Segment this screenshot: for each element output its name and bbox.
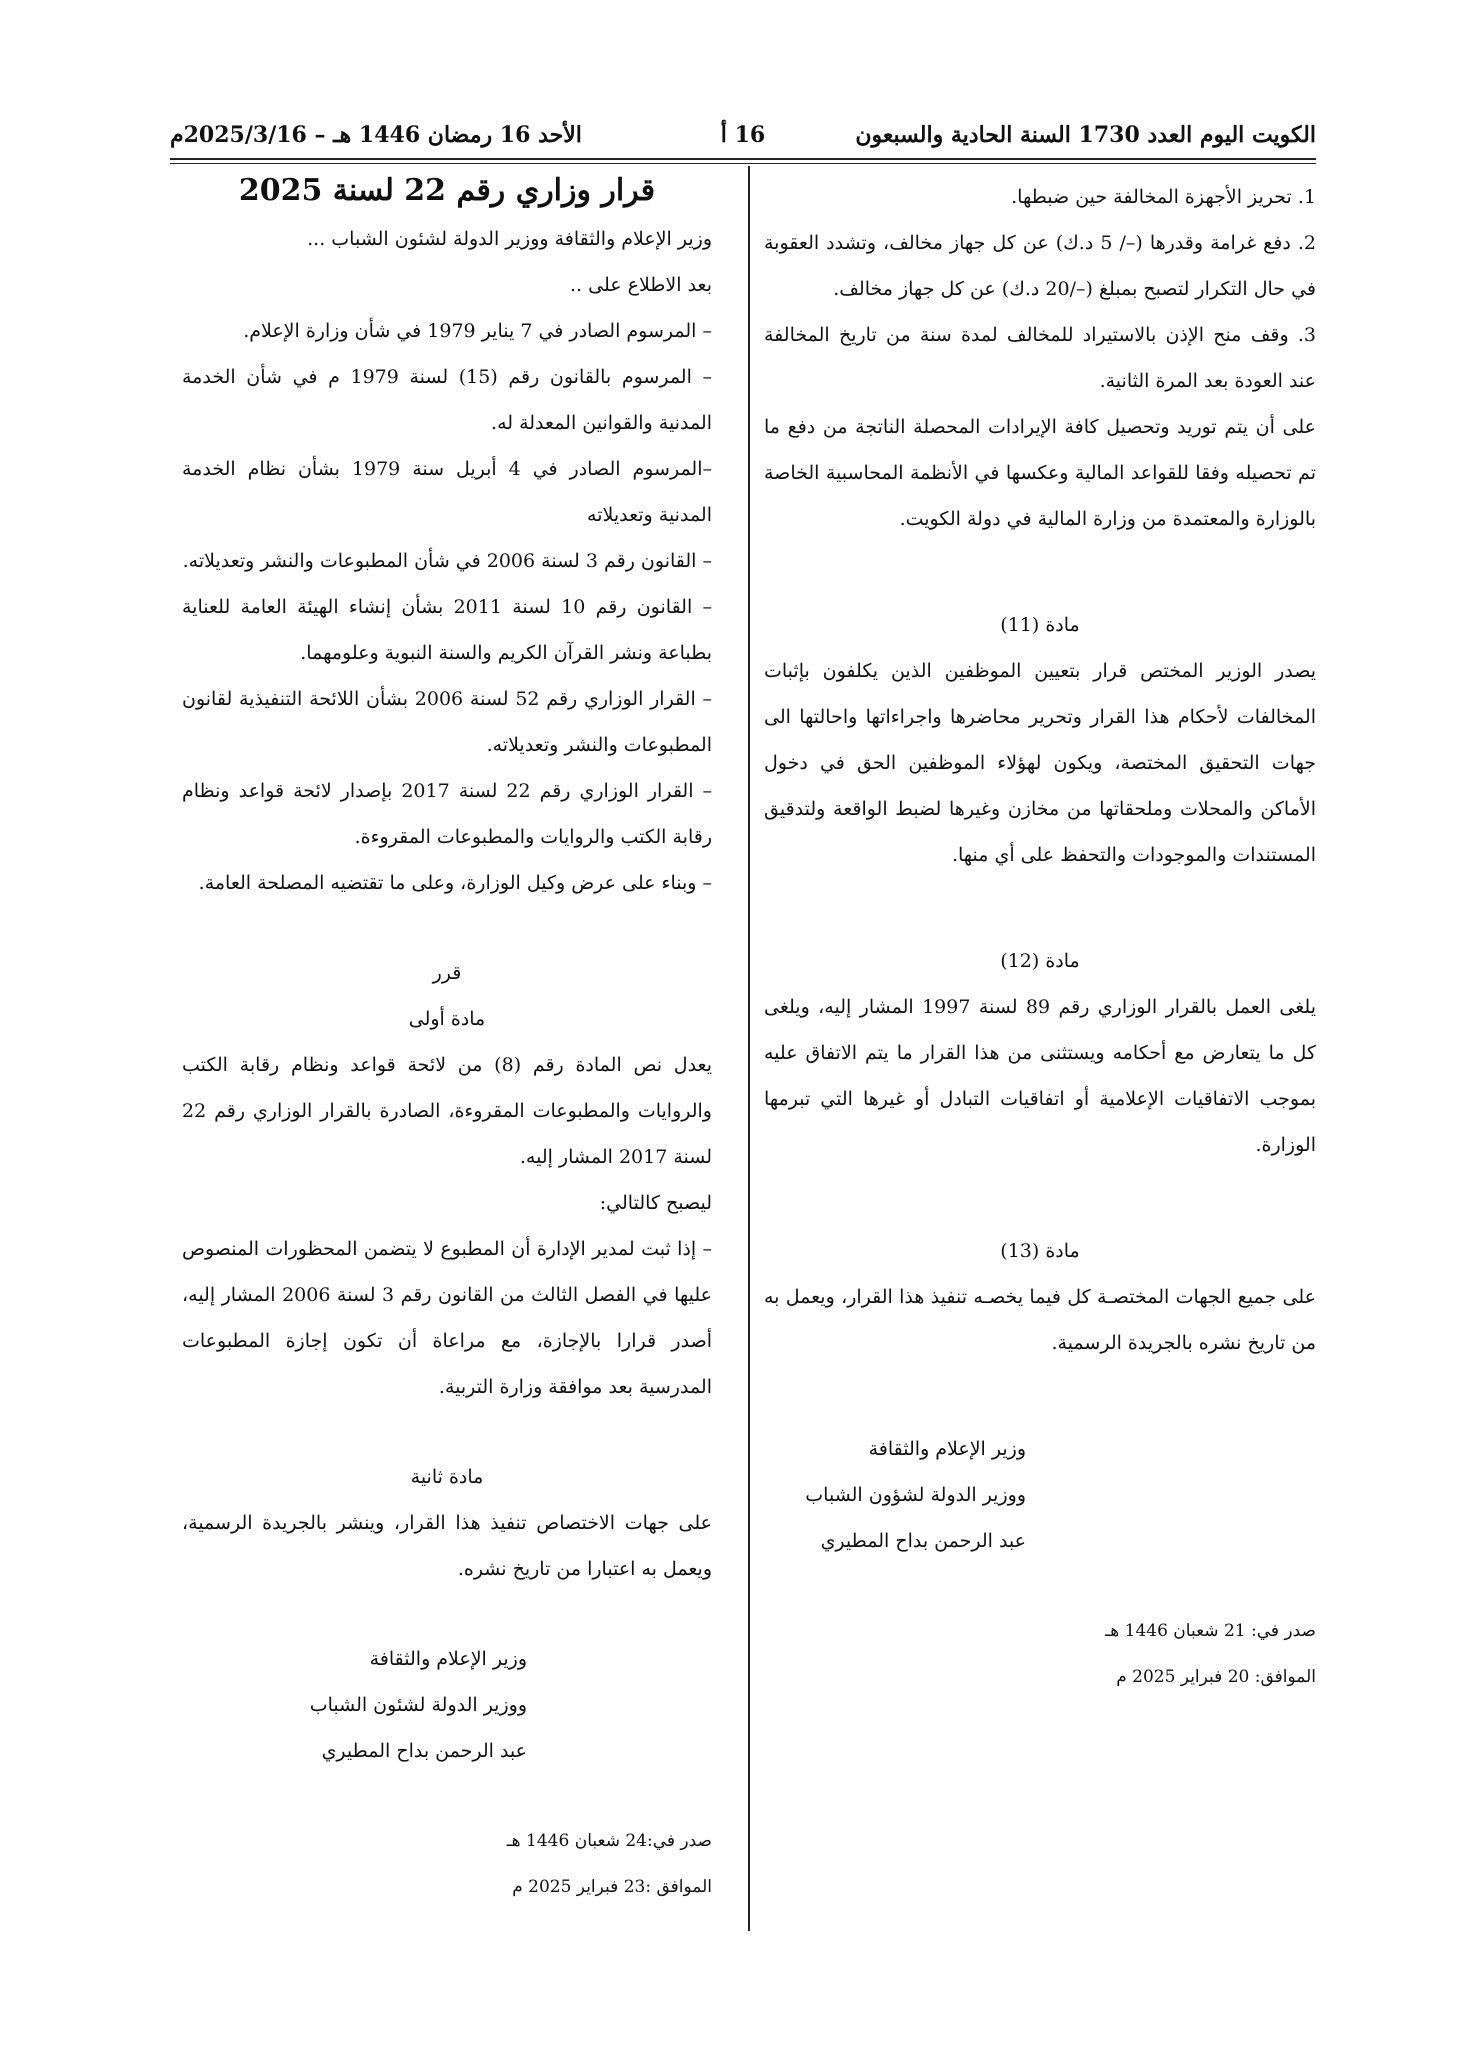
header-issue-info: الكويت اليوم العدد 1730 السنة الحادية والسبعون	[855, 122, 1316, 148]
header-page-number: 16 أ	[720, 122, 766, 148]
revenue-paragraph: على أن يتم توريد وتحصيل كافة الإيرادات المحصلة الناتجة من دفع ما تم تحصيله وفقا للقواعد المالية وعكسها في الأنظمة المحاسبية الخاصة بالوزارة والمعتمدة من وزارة المالية في دولة الكويت.	[764, 416, 1316, 530]
corresponding-date: الموافق :23 فبراير 2025 م	[512, 1877, 712, 1897]
decision-title: قرار وزاري رقم 22 لسنة 2025	[238, 173, 656, 208]
page-header	[170, 118, 1316, 158]
article-12-text: يلغى العمل بالقرار الوزاري رقم 89 لسنة 1997 المشار إليه، ويلغى كل ما يتعارض مع أحكامه ويستثنى من هذا القرار ما يتم الاتفاق عليه بموجب الاتفاقيات الإعلامية أو اتفاقيات التبادل أو غيرها التي تبرمها الوزارة.	[764, 996, 1316, 1156]
decided-heading: قرر	[432, 962, 462, 984]
signature-title-1: وزير الإعلام والثقافة	[868, 1438, 1026, 1460]
penalty-item-3: 3. وقف منح الإذن بالاستيراد للمخالف لمدة سنة من تاريخ المخالفة عند العودة بعد المرة الثانية.	[764, 324, 1316, 392]
article-11-text: يصدر الوزير المختص قرار بتعيين الموظفين الذين يكلفون بإثبات المخالفات لأحكام هذا القرار وتحرير محاضرها واجراءاتها واحالتها الى جهات التحقيق المختصة، ويكون لهؤلاء الموظفين الحق في دخول الأماكن والمحلات وملحقاتها من مخازن وغيرها لضبط الواقعة ولتدقيق المستندات والموجودات والتحفظ على أي منها.	[764, 660, 1316, 866]
article-11-title: مادة (11)	[1000, 614, 1080, 636]
reference-item: – المرسوم بالقانون رقم (15) لسنة 1979 م في شأن الخدمة المدنية والقوانين المعدلة له.	[182, 366, 712, 434]
signature-title-1: وزير الإعلام والثقافة	[369, 1648, 527, 1670]
signature-name: عبد الرحمن بداح المطيري	[820, 1530, 1026, 1552]
signature-name: عبد الرحمن بداح المطيري	[321, 1740, 527, 1762]
becomes-label: ليصبح كالتالي:	[599, 1192, 712, 1214]
article-12-title: مادة (12)	[1000, 950, 1080, 972]
article-1-title: مادة أولى	[408, 1008, 486, 1030]
issued-date: صدر في: 21 شعبان 1446 هـ	[1105, 1621, 1316, 1641]
decision-intro: وزير الإعلام والثقافة ووزير الدولة لشئون الشباب ...	[307, 228, 712, 250]
reference-item: – القرار الوزاري رقم 22 لسنة 2017 بإصدار لائحة قواعد ونظام رقابة الكتب والروايات والمطبوعات المقروءة.	[182, 780, 713, 848]
amended-text: – إذا ثبت لمدير الإدارة أن المطبوع لا يتضمن المحظورات المنصوص عليها في الفصل الثالث من القانون رقم 3 لسنة 2006 المشار إليه، أصدر قرارا بالإجازة، مع مراعاة أن تكون إجازة المطبوعات المدرسية بعد موافقة وزارة التربية.	[182, 1238, 712, 1398]
article-2-text: على جهات الاختصاص تنفيذ هذا القرار، وينشر بالجريدة الرسمية، ويعمل به اعتبارا من تاريخ نشره.	[182, 1512, 712, 1580]
reference-item: – المرسوم الصادر في 7 يناير 1979 في شأن وزارة الإعلام.	[243, 320, 712, 342]
reference-item: –المرسوم الصادر في 4 أبريل سنة 1979 بشأن نظام الخدمة المدنية وتعديلاته	[182, 458, 712, 526]
header-rule-thin	[170, 163, 1316, 164]
article-2-title: مادة ثانية	[410, 1466, 484, 1488]
signature-title-2: ووزير الدولة لشؤون الشباب	[805, 1484, 1026, 1506]
reference-item: – القانون رقم 3 لسنة 2006 في شأن المطبوعات والنشر وتعديلاته.	[182, 550, 712, 572]
reference-item: – القرار الوزاري رقم 52 لسنة 2006 بشأن اللائحة التنفيذية لقانون المطبوعات والنشر وتعديلاته.	[182, 688, 713, 756]
column-divider	[748, 166, 750, 1931]
header-rule-thick	[170, 158, 1316, 160]
left-column	[182, 166, 712, 1910]
article-1-text: يعدل نص المادة رقم (8) من لائحة قواعد ونظام رقابة الكتب والروايات والمطبوعات المقروءة، الصادرة بالقرار الوزاري رقم 22 لسنة 2017 المشار إليه.	[182, 1054, 712, 1168]
right-column	[764, 166, 1316, 1700]
corresponding-date: الموافق: 20 فبراير 2025 م	[1116, 1667, 1316, 1687]
reference-item: – القانون رقم 10 لسنة 2011 بشأن إنشاء الهيئة العامة للعناية بطباعة ونشر القرآن الكريم والسنة النبوية وعلومهما.	[182, 596, 712, 664]
penalty-item-1: 1. تحريز الأجهزة المخالفة حين ضبطها.	[1011, 186, 1316, 208]
reference-item: – وبناء على عرض وكيل الوزارة، وعلى ما تقتضيه المصلحة العامة.	[198, 872, 712, 894]
article-13-title: مادة (13)	[1000, 1240, 1080, 1262]
penalty-item-2: 2. دفع غرامة وقدرها (–/ 5 د.ك) عن كل جهاز مخالف، وتشدد العقوبة في حال التكرار لتصبح بمبلغ (–/20 د.ك) عن كل جهاز مخالف.	[764, 232, 1317, 300]
issued-date: صدر في:24 شعبان 1446 هـ	[506, 1831, 712, 1851]
after-review: بعد الاطلاع على ..	[570, 274, 712, 296]
article-13-text: على جميع الجهات المختصـة كل فيما يخصـه تنفيذ هذا القرار، ويعمل به من تاريخ نشره بالجريدة الرسمية.	[764, 1286, 1316, 1354]
header-date: الأحد 16 رمضان 1446 هـ – 2025/3/16م	[170, 122, 582, 148]
signature-title-2: ووزير الدولة لشئون الشباب	[309, 1694, 527, 1716]
